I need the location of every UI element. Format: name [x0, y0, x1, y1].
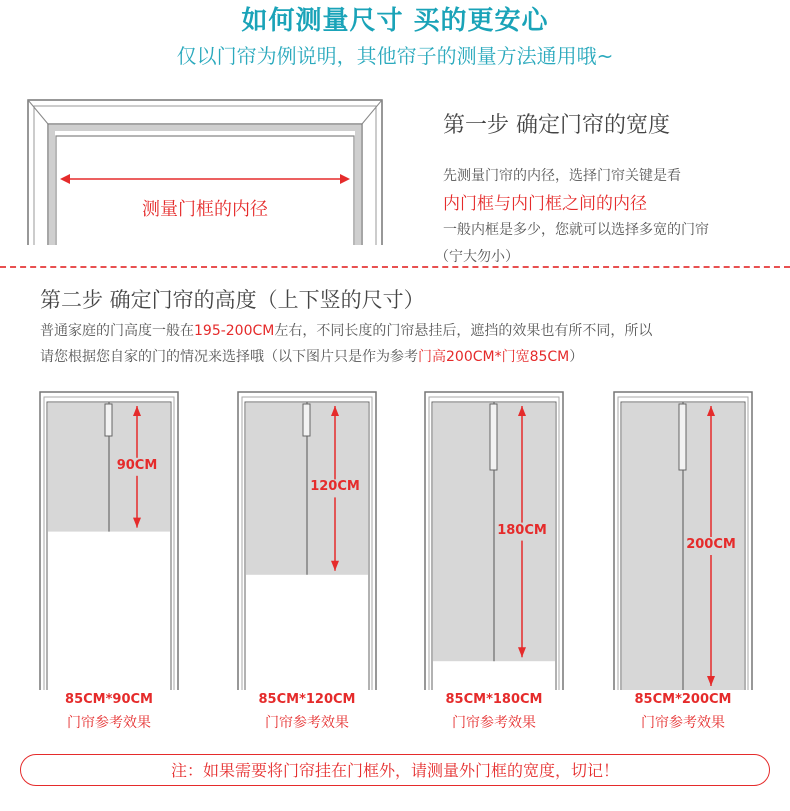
height-label: 180CM [497, 522, 547, 538]
step2-desc-a: 普通家庭的门高度一般在 [40, 323, 194, 339]
step2-desc-b: 左右，不同长度的门帘悬挂后，遮挡的效果也有所不同，所以 [274, 323, 653, 339]
curtain-tab [303, 404, 310, 436]
step2-title: 第二步 确定门帘的高度（上下竖的尺寸） [40, 288, 425, 312]
height-label: 200CM [686, 537, 736, 552]
step1-line3: 一般内框是多少，您就可以选择多宽的门帘 [443, 222, 709, 238]
height-label: 120CM [310, 479, 360, 495]
curtain-tab [679, 404, 686, 470]
size-label: 85CM*120CM [258, 692, 356, 707]
caption-label: 门帘参考效果 [641, 715, 725, 731]
step2-desc-range: 195-200CM [194, 323, 275, 339]
note-box: 注：如果需要将门帘挂在门框外，请测量外门框的宽度，切记！ [20, 754, 770, 786]
curtain-tab [105, 404, 112, 436]
step2-desc-d: ） [569, 349, 584, 365]
caption-label: 门帘参考效果 [452, 715, 536, 731]
caption-label: 门帘参考效果 [265, 715, 349, 731]
page-subtitle: 仅以门帘为例说明，其他帘子的测量方法通用哦~ [176, 44, 614, 68]
curtain-tab [490, 404, 497, 470]
height-label: 90CM [116, 457, 158, 473]
step1-line2: 内门框与内门框之间的内径 [443, 194, 647, 214]
caption-label: 门帘参考效果 [67, 715, 151, 731]
size-label: 85CM*200CM [634, 692, 732, 707]
step1-line1: 先测量门帘的内径，选择门帘关键是看 [443, 168, 681, 184]
size-label: 85CM*180CM [445, 692, 543, 707]
step1-line4: （宁大勿小） [435, 249, 519, 265]
measure-inner-label: 测量门框的内径 [142, 199, 268, 220]
step2-desc-c: 请您根据您自家的门的情况来选择哦（以下图片只是作为参考 [40, 349, 418, 365]
size-label: 85CM*90CM [65, 692, 153, 707]
page-title: 如何测量尺寸 买的更安心 [241, 6, 549, 36]
step2-desc-ref: 门高200CM*门宽85CM [418, 349, 570, 365]
step1-title: 第一步 确定门帘的宽度 [443, 113, 670, 138]
